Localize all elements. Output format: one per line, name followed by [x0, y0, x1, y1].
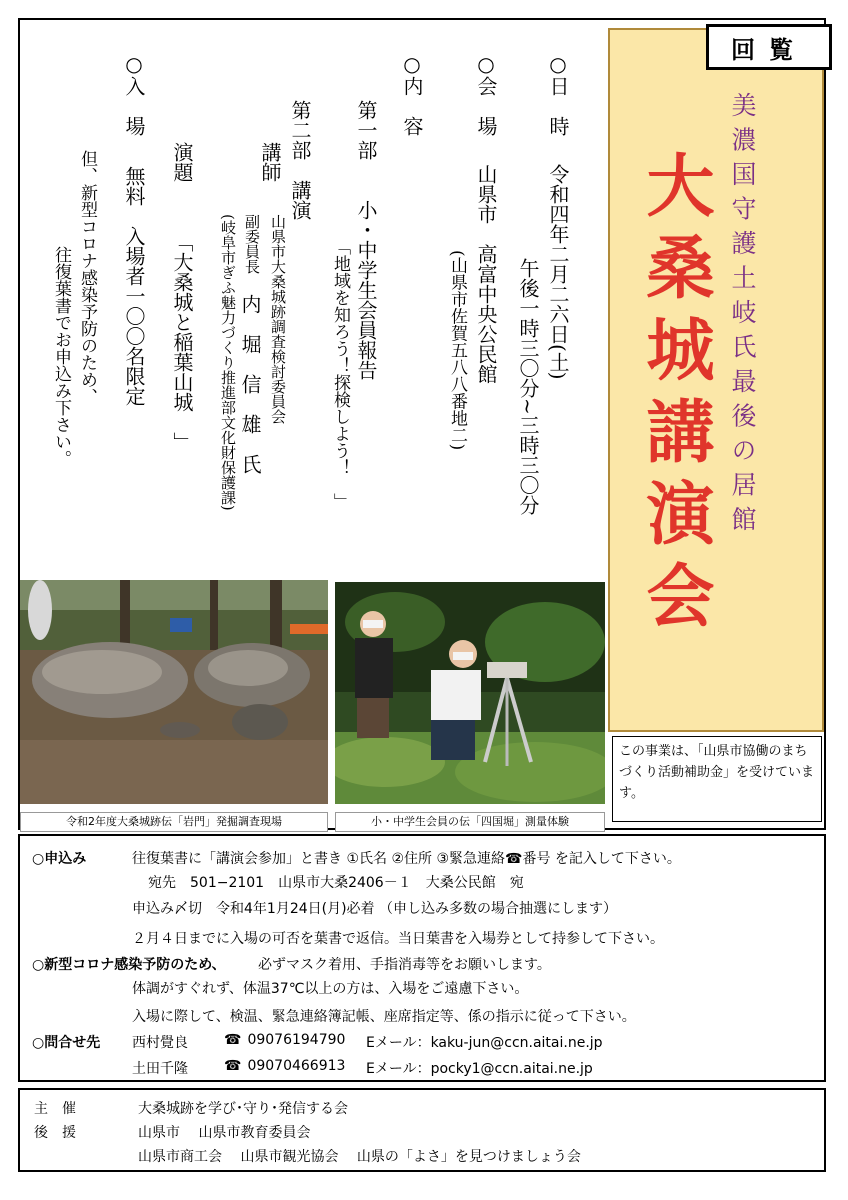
- covid-line2: 体調がすぐれず、体温37℃以上の方は、入場をご遠慮下さい。: [132, 981, 529, 997]
- lecturer-name: 内 堀 信 雄 氏: [238, 294, 262, 474]
- organizers-box: [18, 1088, 826, 1172]
- excavation-photo: [20, 580, 328, 804]
- note-line1: 但、新型コロナ感染予防のため、: [77, 150, 97, 405]
- venue-label: ○会 場: [474, 52, 498, 136]
- left-photo-caption: 令和2年度大桑城跡伝「岩門」発掘調査現場: [20, 812, 328, 832]
- apply-line1: [132, 848, 681, 868]
- content-label: ○内 容: [400, 52, 424, 136]
- admission-value: 無料 入場者一〇〇名限定: [122, 166, 146, 406]
- topic-label: 演題: [170, 142, 194, 182]
- apply-deadline: 申込み〆切 令和4年1月24日(月)必着 （申し込み多数の場合抽選にします）: [132, 901, 618, 917]
- support-line2: 山県市商工会 山県市観光協会 山県の「よさ」を見つけましょう会: [138, 1149, 581, 1165]
- part1-title: 小・中学生会員報告: [354, 200, 378, 380]
- contact-name-2: 土田千隆: [132, 1061, 188, 1077]
- survey-photo: [335, 582, 605, 804]
- phone-icon: ☎: [224, 1032, 242, 1048]
- phone-icon: ☎: [224, 1058, 242, 1074]
- covid-line3: 入場に際して、検温、緊急連絡簿記帳、座席指定等、係の指示に従って下さい。: [132, 1009, 636, 1025]
- apply-line1-text: 往復葉書に「講演会参加」と書き ①氏名 ②住所 ③緊急連絡: [132, 851, 506, 867]
- sponsor-note: この事業は、「山県市協働のまちづくり活動補助金」を受けています。: [612, 736, 822, 822]
- lecturer-org: 山県市大桑城跡調査検討委員会: [269, 214, 287, 424]
- right-photo-caption: 小・中学生会員の伝「四国堀」測量体験: [335, 812, 605, 832]
- date-label: ○日 時: [546, 52, 570, 136]
- admission-label: ○入 場: [122, 52, 146, 136]
- part1-label: 第一部: [354, 100, 378, 160]
- contact-email-2: Eメール：pocky1@ccn.aitai.ne.jp: [366, 1061, 593, 1077]
- event-title: 大桑城講演会: [635, 150, 714, 642]
- event-subtitle: 美濃国守護土岐氏最後の居館: [728, 92, 757, 541]
- host-label: 主 催: [34, 1101, 76, 1117]
- lecturer-label: 講師: [258, 142, 282, 182]
- apply-label: ○申込み: [32, 851, 87, 867]
- support-label: 後 援: [34, 1125, 76, 1141]
- apply-reply: ２月４日までに入場の可否を葉書で返信。当日葉書を入場券として持参して下さい。: [132, 931, 664, 947]
- time-value: 午後一時三〇分~三時三〇分: [516, 258, 540, 515]
- contact-email-1: Eメール：kaku-jun@ccn.aitai.ne.jp: [366, 1035, 603, 1051]
- topic-value: 「大桑城と稲葉山城 」: [170, 232, 194, 452]
- support-line1: 山県市 山県市教育委員会: [138, 1125, 311, 1141]
- apply-line1-end: 番号 を記入して下さい。: [522, 851, 681, 867]
- note-line2: 往復葉書でお申込み下さい。: [51, 246, 71, 467]
- venue-address: (山県市佐賀五八八番地二): [447, 250, 467, 451]
- covid-label: ○新型コロナ感染予防のため、: [32, 957, 226, 973]
- contact-name-1: 西村覺良: [132, 1035, 188, 1051]
- covid-line1: 必ずマスク着用、手指消毒等をお願いします。: [258, 957, 551, 973]
- part1-subtitle: 「地域を知ろう！探検しよう！ 」: [330, 238, 350, 510]
- part2-label: 第二部 講演: [288, 100, 312, 220]
- info-box: [18, 834, 826, 1082]
- date-value: 令和四年二月二六日(土): [546, 164, 570, 380]
- contact-label: ○問合せ先: [32, 1035, 101, 1051]
- lecturer-role: 副委員長: [243, 214, 261, 274]
- apply-address: 宛先 501−2101 山県市大桑2406－１ 大桑公民館 宛: [148, 875, 524, 891]
- contact-phone-1: ☎ 09076194790: [224, 1032, 346, 1048]
- host-name: 大桑城跡を学び･守り･発信する会: [138, 1101, 348, 1117]
- kairan-badge: 回覧: [706, 24, 832, 70]
- venue-value: 山県市 高富中央公民館: [474, 164, 498, 384]
- phone-icon: ☎: [505, 851, 523, 867]
- contact-phone-2: ☎ 09070466913: [224, 1058, 346, 1074]
- lecturer-affil: (岐阜市ぎふ魅力づくり推進部文化財保護課): [219, 214, 237, 511]
